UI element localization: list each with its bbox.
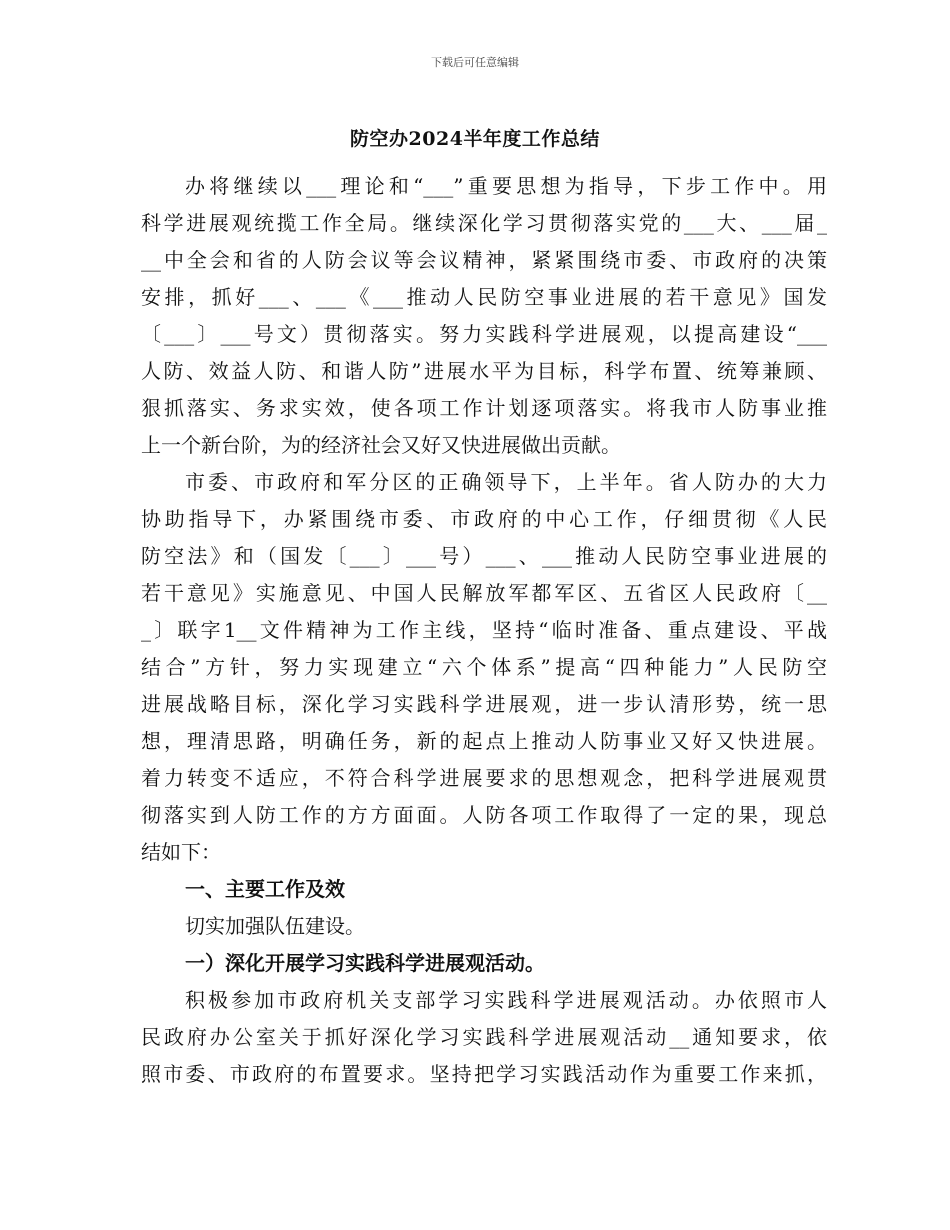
text-line: 防空法》和（国发〔___〕___号）___、___推动人民防空事业进展的 (141, 544, 827, 568)
text-line: 安排，抓好___、___《___推动人民防空事业进展的若干意见》国发 (141, 285, 827, 309)
text-line: 照市委、市政府的布置要求。坚持把学习实践活动作为重要工作来抓， (141, 1062, 827, 1086)
text-line: 积极参加市政府机关支部学习实践科学进展观活动。办依照市人 (185, 988, 827, 1012)
header-note: 下载后可任意编辑 (431, 56, 519, 69)
text-line: 科学进展观统揽工作全局。继续深化学习贯彻落实党的___大、___届_ (141, 211, 827, 235)
text-line: __中全会和省的人防会议等会议精神，紧紧围绕市委、市政府的决策 (141, 248, 827, 272)
text-line: 进展战略目标，深化学习实践科学进展观，进一步认清形势，统一思 (141, 692, 827, 716)
document-title: 防空办2024半年度工作总结 (350, 128, 600, 150)
text-line: 结如下： (141, 840, 221, 864)
section-heading: 一、主要工作及效 (185, 877, 345, 901)
text-line: 结合”方针，努力实现建立“六个体系”提高“四种能力”人民防空 (141, 655, 827, 679)
text-line: 〔___〕___号文）贯彻落实。努力实践科学进展观，以提高建设“___ (141, 322, 827, 346)
text-line: 协助指导下，办紧围绕市委、市政府的中心工作，仔细贯彻《人民 (141, 507, 827, 531)
text-line: 市委、市政府和军分区的正确领导下，上半年。省人防办的大力 (185, 470, 827, 494)
text-line: 若干意见》实施意见、中国人民解放军都军区、五省区人民政府〔__ (141, 581, 827, 605)
text-line: 上一个新台阶，为的经济社会又好又快进展做出贡献。 (141, 433, 621, 457)
text-line: 人防、效益人防、和谐人防”进展水平为目标，科学布置、统筹兼顾、 (141, 359, 827, 383)
text-line: 彻落实到人防工作的方方面面。人防各项工作取得了一定的果，现总 (141, 803, 827, 827)
text-line: 切实加强队伍建设。 (185, 914, 365, 938)
text-line: 想，理清思路，明确任务，新的起点上推动人防事业又好又快进展。 (141, 729, 827, 753)
text-line: 办将继续以___理论和“___”重要思想为指导，下步工作中。用 (185, 174, 827, 198)
document-body (141, 168, 827, 1093)
text-line: _〕联字1__文件精神为工作主线，坚持“临时准备、重点建设、平战 (141, 618, 827, 642)
text-line: 民政府办公室关于抓好深化学习实践科学进展观活动__通知要求，依 (141, 1025, 827, 1049)
text-line: 着力转变不适应，不符合科学进展要求的思想观念，把科学进展观贯 (141, 766, 827, 790)
text-line: 狠抓落实、务求实效，使各项工作计划逐项落实。将我市人防事业推 (141, 396, 827, 420)
section-heading: 一）深化开展学习实践科学进展观活动。 (185, 951, 545, 975)
